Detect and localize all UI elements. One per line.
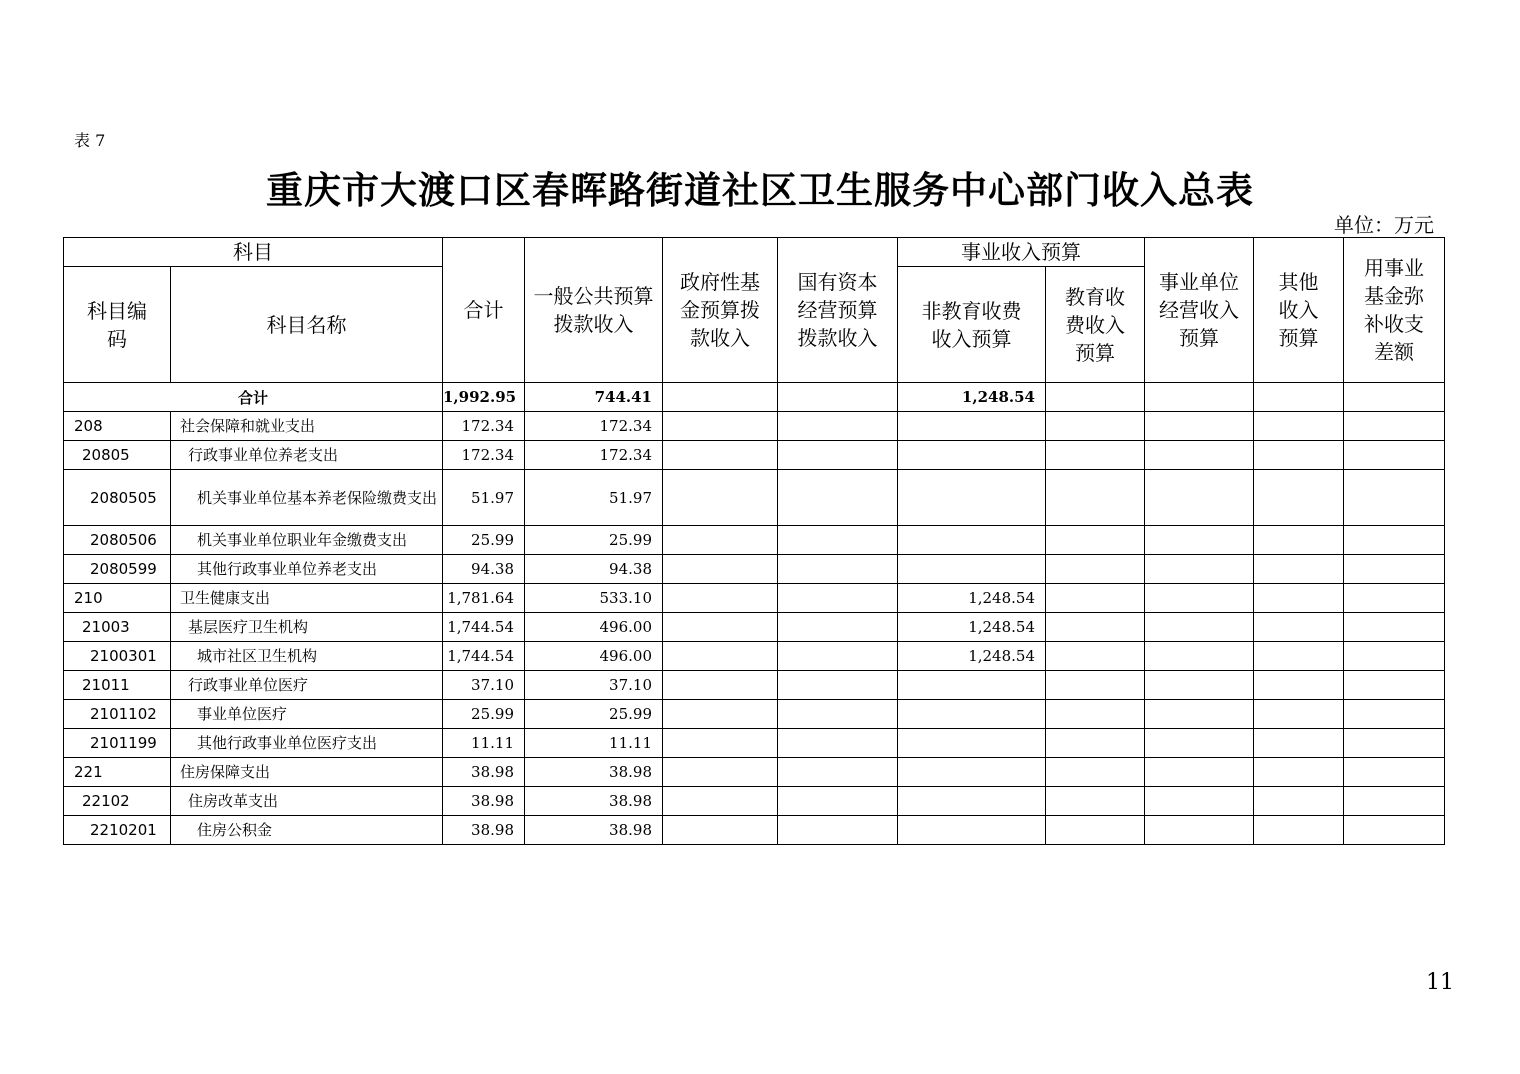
cell-fund-balance xyxy=(1344,555,1445,584)
cell-state-capital xyxy=(778,613,898,642)
cell-state-capital xyxy=(778,700,898,729)
cell-other-income xyxy=(1254,729,1344,758)
cell-total: 11.11 xyxy=(443,729,525,758)
unit-label: 单位：万元 xyxy=(1334,213,1434,237)
cell-state-capital xyxy=(778,758,898,787)
income-summary-table xyxy=(63,237,1445,845)
cell-non-edu-fee xyxy=(898,441,1046,470)
cell-non-edu-fee xyxy=(898,412,1046,441)
subject-code: 2080506 xyxy=(64,526,171,555)
cell-general-budget: 25.99 xyxy=(525,526,663,555)
cell-gov-fund xyxy=(663,555,778,584)
cell-state-capital xyxy=(778,555,898,584)
cell-edu-fee xyxy=(1046,816,1145,845)
cell-edu-fee xyxy=(1046,584,1145,613)
cell-total: 172.34 xyxy=(443,441,525,470)
cell-non-edu-fee xyxy=(898,700,1046,729)
cell-general-budget: 38.98 xyxy=(525,758,663,787)
subject-code: 21003 xyxy=(64,613,171,642)
cell-unit-operating xyxy=(1145,642,1254,671)
cell-edu-fee xyxy=(1046,642,1145,671)
subject-code: 2210201 xyxy=(64,816,171,845)
subject-name: 住房改革支出 xyxy=(171,787,443,816)
cell-other-income xyxy=(1254,671,1344,700)
table-row xyxy=(64,758,1445,787)
cell-total: 1,781.64 xyxy=(443,584,525,613)
cell-edu-fee xyxy=(1046,441,1145,470)
cell-gov-fund xyxy=(663,758,778,787)
cell-edu-fee xyxy=(1046,412,1145,441)
cell-fund-balance xyxy=(1344,729,1445,758)
cell-other-income xyxy=(1254,787,1344,816)
cell-fund-balance xyxy=(1344,526,1445,555)
table-row xyxy=(64,555,1445,584)
cell-non-edu-fee xyxy=(898,671,1046,700)
header-unit-operating: 事业单位经营收入预算 xyxy=(1145,238,1254,383)
subject-code: 21011 xyxy=(64,671,171,700)
cell-non-edu-fee: 1,248.54 xyxy=(898,584,1046,613)
subject-name: 社会保障和就业支出 xyxy=(171,412,443,441)
cell-state-capital xyxy=(778,584,898,613)
cell-total: 1,744.54 xyxy=(443,642,525,671)
cell-gov-fund xyxy=(663,584,778,613)
cell-non-edu-fee xyxy=(898,758,1046,787)
subject-name: 机关事业单位基本养老保险缴费支出 xyxy=(171,470,443,526)
cell-edu-fee xyxy=(1046,671,1145,700)
table-row xyxy=(64,671,1445,700)
cell-gov-fund xyxy=(663,671,778,700)
cell-total: 1,744.54 xyxy=(443,613,525,642)
table-row xyxy=(64,470,1445,526)
cell-state-capital xyxy=(778,787,898,816)
subject-name: 行政事业单位养老支出 xyxy=(171,441,443,470)
cell-total: 94.38 xyxy=(443,555,525,584)
subject-name: 基层医疗卫生机构 xyxy=(171,613,443,642)
cell-other-income xyxy=(1254,816,1344,845)
subject-name: 其他行政事业单位医疗支出 xyxy=(171,729,443,758)
cell-total: 38.98 xyxy=(443,758,525,787)
cell-total: 38.98 xyxy=(443,787,525,816)
cell-edu-fee xyxy=(1046,758,1145,787)
cell-other-income xyxy=(1254,700,1344,729)
cell-state-capital xyxy=(778,526,898,555)
total-cell: 1,992.95 xyxy=(443,383,525,412)
cell-general-budget: 496.00 xyxy=(525,613,663,642)
cell-general-budget: 533.10 xyxy=(525,584,663,613)
cell-state-capital xyxy=(778,671,898,700)
header-other-income: 其他收入预算 xyxy=(1254,238,1344,383)
cell-unit-operating xyxy=(1145,555,1254,584)
header-fund-balance: 用事业基金弥补收支差额 xyxy=(1344,238,1445,383)
cell-edu-fee xyxy=(1046,700,1145,729)
cell-state-capital xyxy=(778,412,898,441)
cell-general-budget: 25.99 xyxy=(525,700,663,729)
cell-unit-operating xyxy=(1145,729,1254,758)
cell-fund-balance xyxy=(1344,613,1445,642)
subject-code: 2101199 xyxy=(64,729,171,758)
cell-unit-operating xyxy=(1145,816,1254,845)
table-body xyxy=(64,412,1445,845)
cell-gov-fund xyxy=(663,816,778,845)
cell-total: 25.99 xyxy=(443,526,525,555)
total-gov-fund xyxy=(663,383,778,412)
cell-other-income xyxy=(1254,441,1344,470)
cell-other-income xyxy=(1254,642,1344,671)
cell-fund-balance xyxy=(1344,671,1445,700)
cell-gov-fund xyxy=(663,729,778,758)
cell-unit-operating xyxy=(1145,412,1254,441)
cell-unit-operating xyxy=(1145,470,1254,526)
cell-state-capital xyxy=(778,729,898,758)
cell-unit-operating xyxy=(1145,526,1254,555)
cell-fund-balance xyxy=(1344,787,1445,816)
cell-total: 25.99 xyxy=(443,700,525,729)
cell-other-income xyxy=(1254,470,1344,526)
cell-fund-balance xyxy=(1344,816,1445,845)
cell-unit-operating xyxy=(1145,441,1254,470)
subject-name: 卫生健康支出 xyxy=(171,584,443,613)
subject-name: 其他行政事业单位养老支出 xyxy=(171,555,443,584)
subject-code: 208 xyxy=(64,412,171,441)
cell-general-budget: 37.10 xyxy=(525,671,663,700)
document-title: 重庆市大渡口区春晖路街道社区卫生服务中心部门收入总表 xyxy=(266,169,1254,212)
cell-other-income xyxy=(1254,526,1344,555)
header-subject: 科目 xyxy=(64,238,443,267)
cell-non-edu-fee xyxy=(898,729,1046,758)
cell-general-budget: 51.97 xyxy=(525,470,663,526)
cell-fund-balance xyxy=(1344,584,1445,613)
table-row xyxy=(64,700,1445,729)
cell-total: 38.98 xyxy=(443,816,525,845)
subject-code: 2100301 xyxy=(64,642,171,671)
cell-edu-fee xyxy=(1046,787,1145,816)
cell-gov-fund xyxy=(663,470,778,526)
table-row xyxy=(64,787,1445,816)
cell-unit-operating xyxy=(1145,700,1254,729)
subject-name: 住房保障支出 xyxy=(171,758,443,787)
cell-general-budget: 38.98 xyxy=(525,787,663,816)
header-gov-fund: 政府性基金预算拨款收入 xyxy=(663,238,778,383)
total-fund-balance xyxy=(1344,383,1445,412)
table-row xyxy=(64,642,1445,671)
subject-code: 210 xyxy=(64,584,171,613)
cell-non-edu-fee xyxy=(898,470,1046,526)
cell-fund-balance xyxy=(1344,700,1445,729)
subject-name: 行政事业单位医疗 xyxy=(171,671,443,700)
subject-code: 2101102 xyxy=(64,700,171,729)
cell-state-capital xyxy=(778,642,898,671)
header-total: 合计 xyxy=(443,238,525,383)
cell-gov-fund xyxy=(663,613,778,642)
table-row xyxy=(64,584,1445,613)
header-code: 科目编码 xyxy=(64,267,171,383)
cell-non-edu-fee: 1,248.54 xyxy=(898,613,1046,642)
table-row xyxy=(64,441,1445,470)
table-row xyxy=(64,729,1445,758)
cell-non-edu-fee xyxy=(898,555,1046,584)
subject-code: 22102 xyxy=(64,787,171,816)
subject-code: 2080505 xyxy=(64,470,171,526)
cell-unit-operating xyxy=(1145,758,1254,787)
header-general-budget: 一般公共预算拨款收入 xyxy=(525,238,663,383)
total-other-income xyxy=(1254,383,1344,412)
cell-general-budget: 496.00 xyxy=(525,642,663,671)
page-number: 11 xyxy=(1426,970,1454,995)
cell-fund-balance xyxy=(1344,441,1445,470)
cell-general-budget: 172.34 xyxy=(525,412,663,441)
cell-unit-operating xyxy=(1145,613,1254,642)
cell-state-capital xyxy=(778,470,898,526)
subject-name: 住房公积金 xyxy=(171,816,443,845)
cell-fund-balance xyxy=(1344,758,1445,787)
cell-edu-fee xyxy=(1046,526,1145,555)
total-unit-operating xyxy=(1145,383,1254,412)
table-row xyxy=(64,526,1445,555)
cell-non-edu-fee xyxy=(898,816,1046,845)
table-row xyxy=(64,613,1445,642)
total-row xyxy=(64,383,1445,412)
cell-general-budget: 11.11 xyxy=(525,729,663,758)
cell-non-edu-fee xyxy=(898,526,1046,555)
cell-gov-fund xyxy=(663,700,778,729)
subject-name: 城市社区卫生机构 xyxy=(171,642,443,671)
cell-unit-operating xyxy=(1145,584,1254,613)
cell-other-income xyxy=(1254,555,1344,584)
cell-non-edu-fee: 1,248.54 xyxy=(898,642,1046,671)
cell-other-income xyxy=(1254,584,1344,613)
table-number: 表 7 xyxy=(74,131,106,150)
cell-state-capital xyxy=(778,816,898,845)
total-edu-fee xyxy=(1046,383,1145,412)
subject-code: 20805 xyxy=(64,441,171,470)
cell-other-income xyxy=(1254,412,1344,441)
subject-name: 机关事业单位职业年金缴费支出 xyxy=(171,526,443,555)
cell-edu-fee xyxy=(1046,613,1145,642)
cell-general-budget: 38.98 xyxy=(525,816,663,845)
header-name: 科目名称 xyxy=(171,267,443,383)
header-edu-fee: 教育收费收入预算 xyxy=(1046,267,1145,383)
subject-name: 事业单位医疗 xyxy=(171,700,443,729)
cell-total: 172.34 xyxy=(443,412,525,441)
header-non-edu-fee: 非教育收费收入预算 xyxy=(898,267,1046,383)
cell-total: 51.97 xyxy=(443,470,525,526)
header-state-capital: 国有资本经营预算拨款收入 xyxy=(778,238,898,383)
table-row xyxy=(64,816,1445,845)
cell-fund-balance xyxy=(1344,642,1445,671)
cell-gov-fund xyxy=(663,441,778,470)
cell-other-income xyxy=(1254,613,1344,642)
cell-fund-balance xyxy=(1344,470,1445,526)
cell-gov-fund xyxy=(663,412,778,441)
cell-edu-fee xyxy=(1046,729,1145,758)
total-general-budget: 744.41 xyxy=(525,383,663,412)
cell-unit-operating xyxy=(1145,671,1254,700)
cell-total: 37.10 xyxy=(443,671,525,700)
subject-code: 221 xyxy=(64,758,171,787)
cell-gov-fund xyxy=(663,526,778,555)
cell-state-capital xyxy=(778,441,898,470)
cell-other-income xyxy=(1254,758,1344,787)
cell-edu-fee xyxy=(1046,555,1145,584)
cell-general-budget: 172.34 xyxy=(525,441,663,470)
subject-code: 2080599 xyxy=(64,555,171,584)
cell-general-budget: 94.38 xyxy=(525,555,663,584)
cell-gov-fund xyxy=(663,787,778,816)
header-business-income: 事业收入预算 xyxy=(898,238,1145,267)
cell-edu-fee xyxy=(1046,470,1145,526)
total-state-capital xyxy=(778,383,898,412)
total-non-edu-fee: 1,248.54 xyxy=(898,383,1046,412)
cell-gov-fund xyxy=(663,642,778,671)
cell-fund-balance xyxy=(1344,412,1445,441)
total-label: 合计 xyxy=(64,383,443,412)
table-row xyxy=(64,412,1445,441)
cell-non-edu-fee xyxy=(898,787,1046,816)
cell-unit-operating xyxy=(1145,787,1254,816)
